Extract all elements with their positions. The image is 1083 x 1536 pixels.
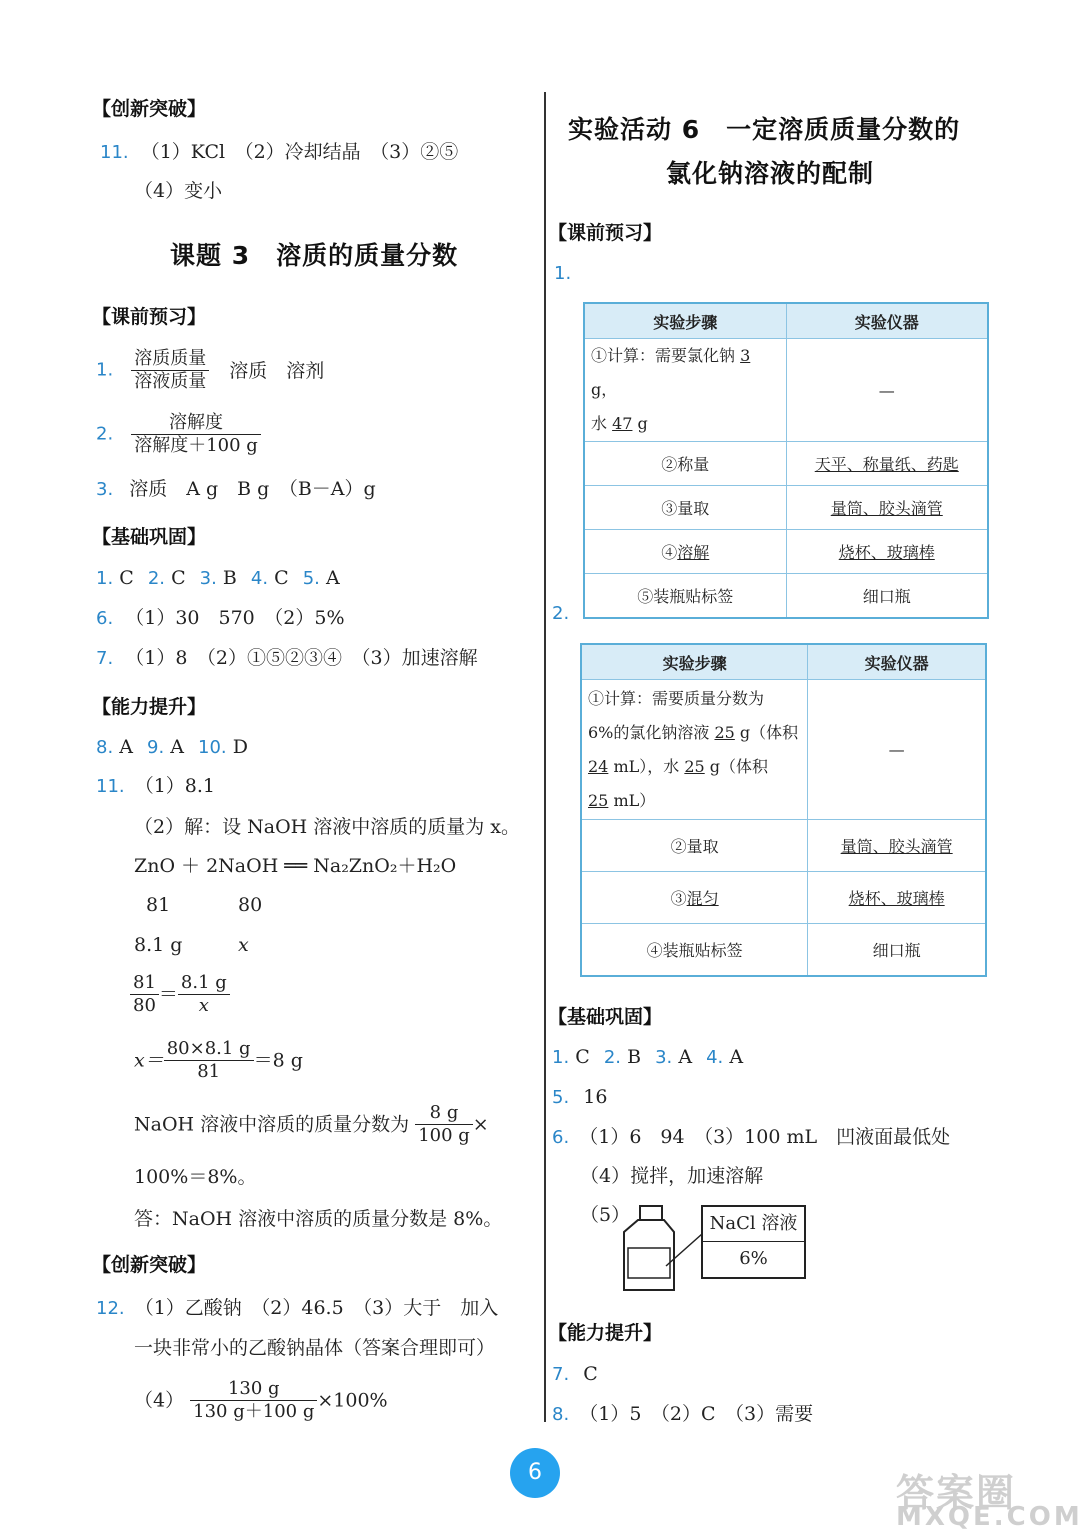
answer-item: 9. A (147, 736, 184, 758)
page-number: 6 (510, 1448, 560, 1498)
answer-text: 溶质 A g B g （B－A）g (129, 478, 376, 500)
section-tag-innovation-2: 【创新突破】 (92, 1254, 207, 1276)
section-tag-ability-right: 【能力提升】 (548, 1322, 663, 1344)
answer-text: （1）KCl （2）冷却结晶 （3）②⑤ (140, 141, 459, 163)
answer-item: 3. B (199, 567, 237, 589)
question-number: 1. (96, 359, 114, 381)
basic-answer-6-right: 6. （1）6 94 （3）100 mL 凹液面最低处 (552, 1126, 951, 1148)
table-cell-step: ③混匀 (581, 872, 808, 924)
preview-1 (96, 348, 324, 393)
table-cell-step: ④溶解 (584, 530, 786, 574)
column-divider (544, 92, 546, 1422)
answer-item: 10. D (198, 736, 248, 758)
innovation-answer-12: 12. （1）乙酸钠 （2）46.5 （3）大于 加入 (96, 1297, 499, 1319)
question-number: 3. (96, 479, 114, 500)
ability-answer-11: 11. （1）8.1 (96, 775, 215, 797)
table-cell-instrument: — (808, 680, 986, 820)
answer-item: 1. C (552, 1046, 590, 1068)
mass-fraction-line: NaOH 溶液中溶质的质量分数为 $\frac{8 g}{100 g}$ × (134, 1102, 489, 1146)
table-cell-step: ④装瓶贴标签 (581, 924, 808, 976)
fraction-numerator: 溶质质量 (131, 348, 209, 371)
basic-answers-1-5 (96, 566, 340, 591)
label-solution-name: NaCl 溶液 (703, 1207, 804, 1242)
answer-11-cont: （4）变小 (134, 180, 223, 202)
chemical-equation: ZnO ＋ 2NaOH ══ Na₂ZnO₂＋H₂O (134, 855, 457, 877)
table-cell-instrument: 量筒、胶头滴管 (808, 820, 986, 872)
section-tag-basic-right: 【基础巩固】 (548, 1006, 663, 1028)
table-cell-instrument: 天平、称量纸、药匙 (786, 442, 988, 486)
ability-answer-8: 8. （1）5 （2）C （3）需要 (552, 1403, 814, 1425)
table-header-steps: 实验步骤 (581, 644, 808, 680)
question-number: 1. (554, 263, 572, 284)
basic-answer-6-part4: （4）搅拌，加速溶解 (580, 1165, 764, 1187)
table-cell-instrument: 细口瓶 (808, 924, 986, 976)
unknown-x: x (238, 934, 249, 956)
activity-title-line1: 实验活动 6 一定溶质质量分数的 (568, 115, 961, 144)
table-cell-step: ⑤装瓶贴标签 (584, 574, 786, 618)
table-cell-instrument: 烧杯、玻璃棒 (786, 530, 988, 574)
question-number: 11. (100, 142, 129, 163)
fraction (131, 412, 261, 457)
fraction-numerator: 溶解度 (131, 412, 261, 435)
table-cell-step: ①计算：需要氯化钠 3 g， 水 47 g (584, 339, 786, 442)
experiment-table-1 (583, 302, 989, 619)
bottle-label (701, 1205, 806, 1279)
basic-answer-7: 7. （1）8 （2）①⑤②③④ （3）加速溶解 (96, 647, 478, 669)
solution-intro: （2）解：设 NaOH 溶液中溶质的质量为 x。 (134, 816, 521, 838)
molar-mass-znO: 81 (146, 894, 171, 916)
answer-text: 溶质 溶剂 (229, 359, 325, 382)
watermark-text: 答案圈 (896, 1471, 1017, 1515)
ratio-equation: $\frac{81}{80}$ ＝ $\frac{8.1 g}{x}$ (130, 972, 230, 1017)
table-cell-step: ②量取 (581, 820, 808, 872)
table-cell-step: ②称量 (584, 442, 786, 486)
section-tag-basic: 【基础巩固】 (92, 526, 207, 548)
answer-12-fraction: （4） $\frac{130 g}{130 g+100 g}$ ×100% (134, 1378, 388, 1422)
fraction: $\frac{81}{80}$ (130, 972, 159, 1017)
fraction-denominator: 溶解度＋100 g (134, 435, 258, 456)
table-cell-instrument: 量筒、胶头滴管 (786, 486, 988, 530)
basic-answer-6: 6. （1）30 570 （2）5% (96, 607, 345, 629)
x-solution: x＝ $\frac{80\times 8.1 g}{81}$ ＝8 g (134, 1038, 303, 1082)
activity-title-line2: 氯化钠溶液的配制 (666, 159, 875, 188)
fraction: $\frac{8.1 g}{x}$ (178, 972, 230, 1017)
watermark (888, 1462, 1083, 1534)
answer-item: 2. B (603, 1046, 642, 1068)
watermark-url: MXQE.COM (896, 1502, 1083, 1532)
preview-3 (96, 477, 376, 502)
answer-item: 5. A (302, 567, 340, 589)
answer-item: 4. C (250, 567, 289, 589)
lesson-title: 课题 3 溶质的质量分数 (170, 241, 459, 270)
question-number: 2. (552, 603, 570, 624)
fraction: $\frac{80\times 8.1 g}{81}$ (164, 1038, 254, 1083)
molar-mass-naoh: 80 (238, 894, 263, 916)
section-tag-innovation: 【创新突破】 (92, 98, 207, 120)
answer-item: 4. A (706, 1046, 744, 1068)
final-answer: 答：NaOH 溶液中溶质的质量分数是 8%。 (134, 1208, 503, 1230)
fraction-denominator: 溶液质量 (134, 371, 207, 392)
experiment-table-2 (580, 643, 987, 977)
mass-fraction-result: 100%＝8%。 (134, 1166, 257, 1188)
basic-answers-1-4-right (552, 1045, 743, 1070)
ability-answers-8-10 (96, 735, 248, 760)
answer-item: 2. C (147, 567, 186, 589)
answer-11 (100, 140, 458, 165)
section-tag-ability: 【能力提升】 (92, 696, 207, 718)
fraction: $\frac{130 g}{130 g+100 g}$ (190, 1378, 317, 1423)
ability-answer-7: 7. C (552, 1363, 598, 1385)
table-cell-step: ③量取 (584, 486, 786, 530)
table-header-steps: 实验步骤 (584, 303, 786, 339)
preview-2 (96, 412, 261, 457)
basic-answer-5-right: 5. 16 (552, 1086, 608, 1108)
table-cell-instrument: — (786, 339, 988, 442)
table-header-instruments: 实验仪器 (786, 303, 988, 339)
section-tag-preview-right: 【课前预习】 (548, 222, 663, 244)
answer-12-cont: 一块非常小的乙酸钠晶体（答案合理即可） (134, 1337, 496, 1359)
basic-answer-6-part5: （5） (580, 1204, 631, 1226)
label-concentration: 6% (739, 1248, 768, 1269)
answer-item: 1. C (96, 567, 134, 589)
table-header-instruments: 实验仪器 (808, 644, 986, 680)
section-tag-preview: 【课前预习】 (92, 306, 207, 328)
answer-item: 8. A (96, 736, 133, 758)
answer-item: 3. A (655, 1046, 693, 1068)
table-cell-step: ①计算：需要质量分数为 6%的氯化钠溶液 25 g（体积 24 mL），水 25 g（体积 25 mL） (581, 680, 808, 820)
table-cell-instrument: 细口瓶 (786, 574, 988, 618)
question-number: 2. (96, 423, 114, 445)
table-cell-instrument: 烧杯、玻璃棒 (808, 872, 986, 924)
given-mass: 8.1 g (134, 934, 183, 956)
fraction: $\frac{8 g}{100 g}$ (415, 1102, 473, 1147)
fraction (131, 348, 209, 393)
